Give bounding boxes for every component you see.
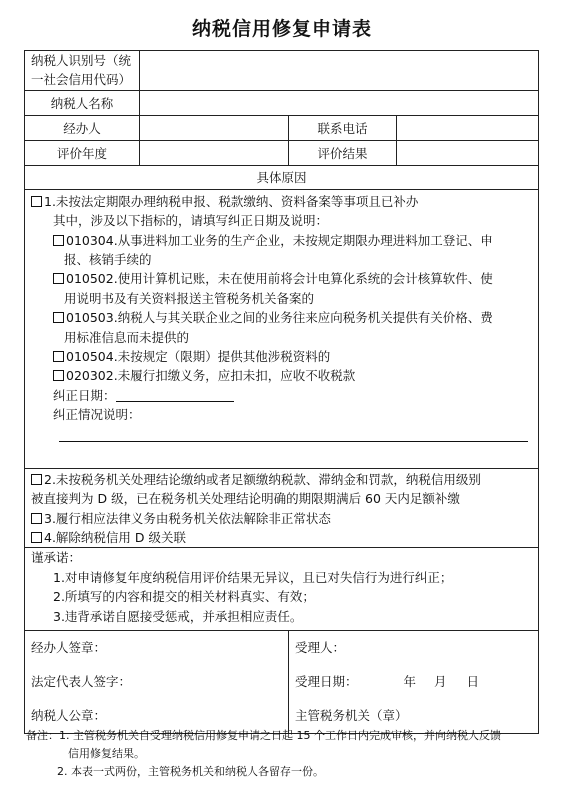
authority-signature-cell[interactable]	[289, 631, 539, 734]
taxpayer-seal-label: 纳税人公章：	[31, 708, 107, 724]
correction-note-label: 纠正情况说明：	[53, 407, 141, 423]
item2-checkbox[interactable]	[31, 474, 42, 485]
commitment-item: 1.对申请修复年度纳税信用评价结果无异议，且已对失信行为进行纠正；	[53, 569, 453, 585]
commitment-item: 3.违背承诺自愿接受惩戒，并承担相应责任。	[53, 608, 303, 624]
applicant-signature-cell[interactable]	[25, 631, 289, 734]
notes	[26, 727, 542, 781]
sub-checkbox-010304[interactable]	[53, 235, 64, 246]
sub-checkbox-010502[interactable]	[53, 273, 64, 284]
taxpayer-name-field[interactable]	[140, 90, 539, 115]
item3-checkbox[interactable]	[31, 513, 42, 524]
accept-date-row	[295, 665, 532, 699]
sub-checkbox-020302[interactable]	[53, 370, 64, 381]
day-label: 日	[466, 674, 480, 690]
sub-010502-cont: 用说明书及有关资料报送主管税务机关备案的	[64, 290, 315, 306]
commitment-cell	[25, 548, 539, 631]
sub-checkbox-010504[interactable]	[53, 351, 64, 362]
taxpayer-id-label: 纳税人识别号（统 一社会信用代码）	[25, 51, 140, 91]
items-2-4-cell: 2.未按税务机关处理结论缴纳或者足额缴纳税款、滞纳金和罚款，纳税信用级别 被直接判为 D 级，已在税务机关处理结论明确的期限期满后 60 天内足额补缴 3.履行相应法律义务由税务机关依法解除非正常状态 4.解除纳税信用 D 级关联	[25, 468, 539, 548]
item1-subtitle: 其中，涉及以下指标的，请填写纠正日期及说明：	[53, 213, 329, 229]
phone-label: 联系电话	[289, 115, 397, 140]
eval-year-label: 评价年度	[25, 140, 140, 165]
note-1-cont: 信用修复结果。	[68, 747, 145, 760]
item2-cont: 被直接判为 D 级，已在税务机关处理结论明确的期限期满后 60 天内足额补缴	[31, 491, 460, 507]
sub-010503-cont: 用标准信息而未提供的	[64, 329, 190, 345]
sub-010304-cont: 报、核销手续的	[64, 252, 152, 268]
handler-sign-label: 经办人签章：	[31, 640, 107, 656]
form-title: 纳税信用修复申请表	[191, 18, 372, 40]
commitment-item: 2.所填写的内容和提交的相关材料真实、有效；	[53, 589, 315, 605]
reasons-header: 具体原因	[25, 165, 539, 189]
note-2: 2. 本表一式两份，主管税务机关和纳税人各留存一份。	[57, 765, 324, 778]
accept-date-label: 受理日期：	[295, 674, 358, 690]
item1-cell: 1.未按法定期限办理纳税申报、税款缴纳、资料备案等事项且已补办 其中，涉及以下指标的，请填写纠正日期及说明： 010304.从事进料加工业务的生产企业，未按规定期限办理进料加工登记、申 报、核销手续的 010502.使用计算机记账，未在使用前将会计电算化系统的会计核算软件、使 用说明书及有关资料报送主管税务机关备案的 010503.纳税人与其关联企业之间的业务往来应向税务机关提供有关价格、费 用标准信息而未提供的 010504.未按规定（限期）提供其他涉税资料的 020302.未履行扣缴义务，应扣未扣，应收不收税款 纠正日期： 纠正情况说明：	[25, 189, 539, 468]
correction-date-label: 纠正日期：	[53, 387, 116, 403]
item4-checkbox[interactable]	[31, 532, 42, 543]
handler-label: 经办人	[25, 115, 140, 140]
month-label: 月	[434, 674, 447, 690]
sub-checkbox-010503[interactable]	[53, 312, 64, 323]
legal-rep-sign-label: 法定代表人签字：	[31, 674, 132, 690]
application-form-table	[24, 50, 539, 734]
item1-line: 1.未按法定期限办理纳税申报、税款缴纳、资料备案等事项且已补办	[31, 192, 532, 211]
tax-authority-seal-label: 主管税务机关（章）	[295, 708, 408, 724]
year-label: 年	[403, 674, 417, 690]
note-1: 备注：1. 主管税务机关自受理纳税信用修复申请之日起 15 个工作日内完成审核，并向纳税人反馈	[26, 729, 501, 742]
correction-date-field[interactable]	[116, 388, 234, 402]
eval-result-field[interactable]	[397, 140, 539, 165]
taxpayer-name-label: 纳税人名称	[25, 90, 140, 115]
correction-note-field[interactable]	[59, 441, 528, 442]
handler-field[interactable]	[140, 115, 289, 140]
commitment-header: 谨承诺：	[31, 550, 82, 566]
eval-result-label: 评价结果	[289, 140, 397, 165]
item1-checkbox[interactable]	[31, 196, 42, 207]
eval-year-field[interactable]	[140, 140, 289, 165]
phone-field[interactable]	[397, 115, 539, 140]
taxpayer-id-field[interactable]	[140, 51, 539, 91]
receiver-label: 受理人：	[295, 640, 346, 656]
